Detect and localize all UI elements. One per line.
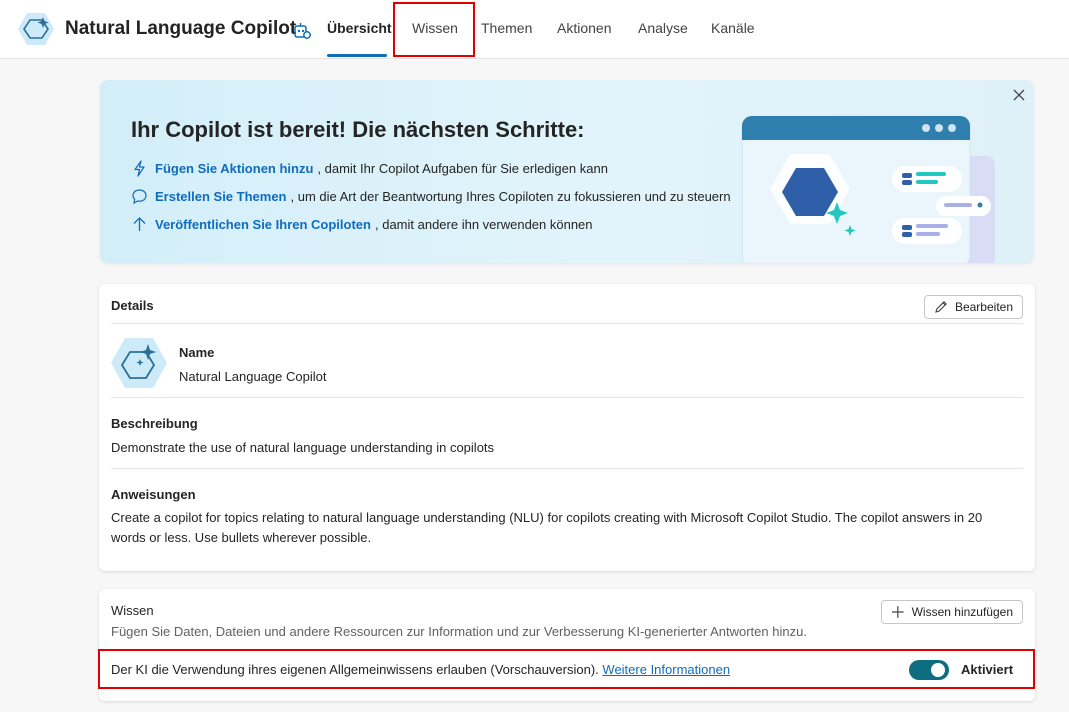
copilot-illustration	[740, 114, 1000, 263]
arrow-up-icon	[131, 216, 148, 233]
details-heading: Details	[111, 298, 154, 313]
tab-themen[interactable]: Themen	[481, 20, 533, 36]
lightning-icon	[131, 160, 148, 177]
description-label: Beschreibung	[111, 416, 198, 431]
banner-title: Ihr Copilot ist bereit! Die nächsten Schritte:	[131, 117, 585, 142]
copilot-settings-icon[interactable]	[292, 20, 312, 40]
tab-kanaele[interactable]: Kanäle	[711, 20, 755, 36]
app-title: Natural Language Copilot	[65, 18, 297, 39]
tab-aktionen[interactable]: Aktionen	[557, 20, 612, 36]
add-actions-link[interactable]: Fügen Sie Aktionen hinzu	[155, 161, 314, 176]
active-tab-indicator	[327, 54, 387, 57]
name-value: Natural Language Copilot	[179, 369, 327, 384]
instructions-value: Create a copilot for topics relating to natural language understanding (NLU) for copilots creating with Microsoft Copilot Studio. The copilot answers in 20 words or less. Use bullets wherever possible.	[111, 510, 983, 545]
knowledge-subtitle: Fügen Sie Daten, Dateien und andere Ressourcen zur Information und zur Verbesserung KI-generierter Antworten hinzu.	[111, 624, 807, 639]
instructions-label: Anweisungen	[111, 487, 196, 502]
name-label: Name	[179, 345, 215, 360]
step-text: , damit andere ihn verwenden können	[374, 217, 593, 232]
step-add-actions	[131, 160, 608, 177]
close-icon[interactable]	[1011, 87, 1027, 103]
general-knowledge-text: Der KI die Verwendung ihres eigenen Allgemeinwissens erlauben (Vorschauversion).	[111, 662, 599, 677]
add-knowledge-label: Wissen hinzufügen	[911, 605, 1013, 619]
step-create-topics	[131, 188, 731, 205]
divider	[111, 468, 1023, 469]
knowledge-heading: Wissen	[111, 603, 154, 618]
step-publish	[131, 216, 593, 233]
tab-wissen[interactable]: Wissen	[412, 20, 458, 36]
toggle-label: Aktiviert	[961, 662, 1014, 677]
details-card	[99, 284, 1035, 571]
tab-analyse[interactable]: Analyse	[638, 20, 688, 36]
copilot-avatar-icon	[110, 337, 168, 389]
create-topics-link[interactable]: Erstellen Sie Themen	[155, 189, 287, 204]
highlight-box-general-knowledge	[98, 649, 1035, 689]
add-knowledge-button[interactable]	[881, 600, 1023, 624]
pencil-icon	[934, 300, 948, 314]
more-info-link[interactable]: Weitere Informationen	[602, 662, 731, 677]
next-steps-banner	[100, 80, 1034, 263]
tab-uebersicht[interactable]: Übersicht	[327, 20, 392, 36]
chat-bubble-icon	[131, 188, 148, 205]
plus-icon	[891, 605, 905, 619]
description-value: Demonstrate the use of natural language understanding in copilots	[111, 440, 495, 455]
step-text: , damit Ihr Copilot Aufgaben für Sie erledigen kann	[317, 161, 608, 176]
top-bar	[0, 0, 1069, 59]
copilot-logo-icon	[17, 11, 55, 47]
divider	[111, 323, 1023, 324]
divider	[111, 397, 1023, 398]
step-text: , um die Art der Beantwortung Ihres Copiloten zu fokussieren und zu steuern	[290, 189, 731, 204]
highlight-box-wissen-tab	[393, 2, 475, 57]
edit-button[interactable]	[924, 295, 1023, 319]
edit-button-label: Bearbeiten	[954, 300, 1013, 314]
publish-copilot-link[interactable]: Veröffentlichen Sie Ihren Copiloten	[155, 217, 371, 232]
